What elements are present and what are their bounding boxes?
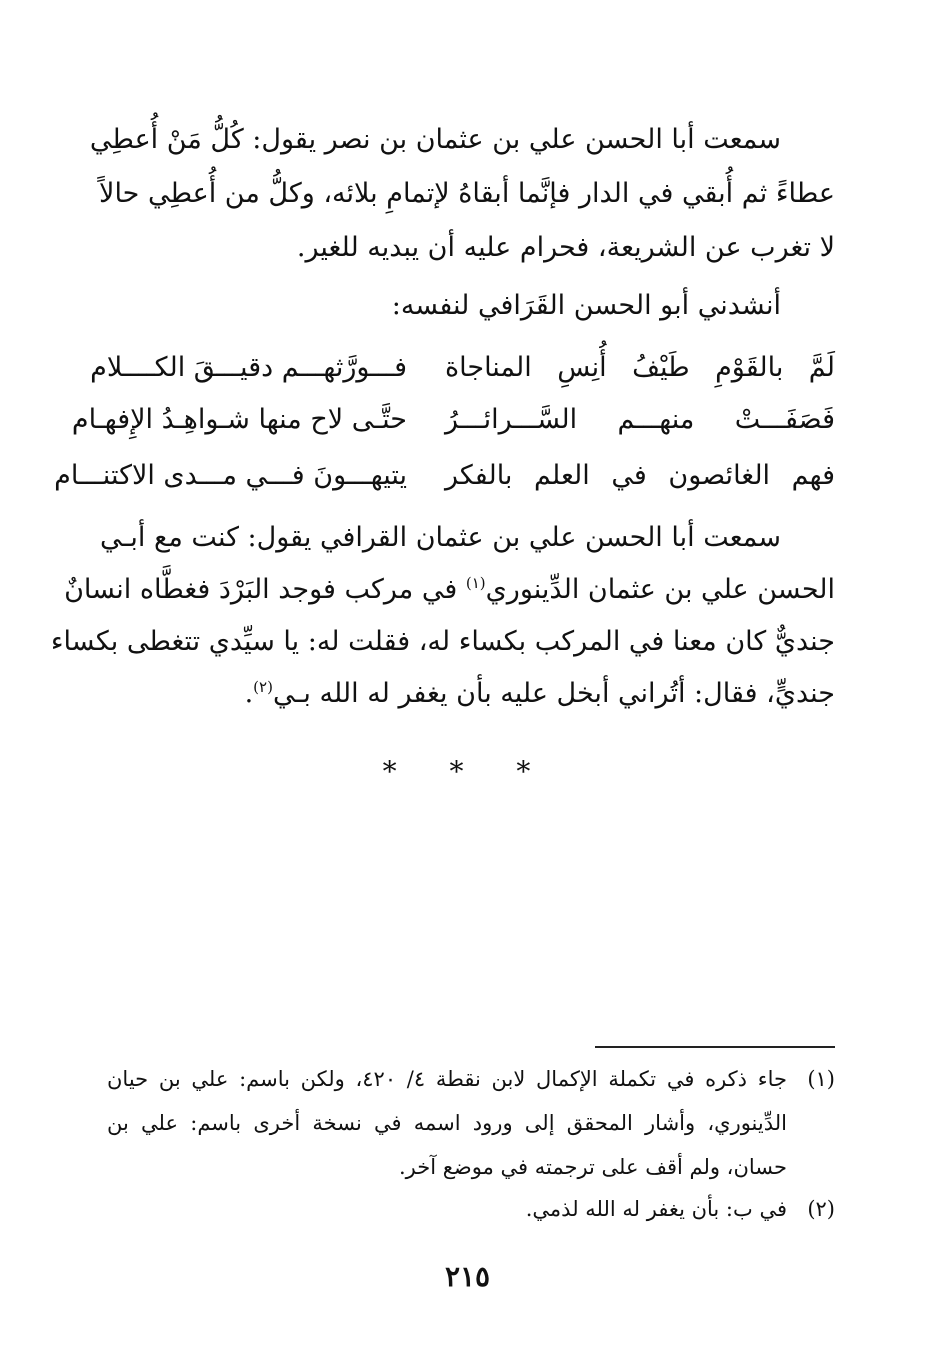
para2-line2 xyxy=(64,570,835,610)
para1-line2: عطاءً ثم أُبقي في الدار فإنَّما أبقاهُ لإتمامِ بلائه، وكلُّ من أُعطِي حالاً xyxy=(99,178,835,209)
footnote-1-line2: الدِّينوري، وأشار المحقق إلى ورود اسمه في نسخة أخرى باسم: علي بن xyxy=(107,1111,787,1135)
verse-row xyxy=(54,456,835,496)
para2-line2-text-a: الحسن علي بن عثمان الدِّينوري xyxy=(485,574,835,605)
verse-hemistich-first: فَصَفَـــتْ منهـــم السَّـــرائـــرُ xyxy=(445,404,835,435)
para1-line3: لا تغرب عن الشريعة، فحرام عليه أن يبديه للغير. xyxy=(296,232,835,263)
para2-line1: سمعت أبا الحسن علي بن عثمان القرافي يقول: كنت مع أبـي xyxy=(100,522,781,553)
para2-line3: جنديٌّ كان معنا في المركب بكساء له، فقلت له: يا سيِّدي تتغطى بكساء xyxy=(50,626,835,657)
para2-line2-text-b: في مركب فوجد البَرْدَ فغطَّاه انسانٌ xyxy=(64,574,466,605)
verse-hemistich-second: فـــورَّثهـــم دقيـــقَ الكــــلام xyxy=(90,352,407,383)
page-number: ٢١٥ xyxy=(444,1260,491,1293)
poem-intro: أنشدني أبو الحسن القَرَافي لنفسه: xyxy=(391,290,781,321)
footnote-1-line1 xyxy=(107,1062,835,1096)
footnote-ref-2: (٢) xyxy=(253,678,273,696)
verse-hemistich-second: يتيهـــونَ فـــي مـــدى الاكتنـــام xyxy=(54,460,407,491)
footnote-text: في ب: بأن يغفر له الله لذمي. xyxy=(525,1197,787,1221)
footnote-text: جاء ذكره في تكملة الإكمال لابن نقطة ٤/ ٤٢٠، ولكن باسم: علي بن حيان xyxy=(107,1067,787,1091)
verse-row xyxy=(71,400,835,440)
section-separator: * * * xyxy=(382,755,553,788)
footnote-2-line1 xyxy=(107,1192,835,1226)
footnote-number: (٢) xyxy=(807,1197,835,1221)
verse-row xyxy=(90,348,835,388)
footnote-ref-1: (١) xyxy=(465,574,486,592)
footnote-1-line3: حسان، ولم أقف على ترجمته في موضع آخر. xyxy=(398,1155,787,1179)
verse-hemistich-first: لَمَّ بالقَوْمِ طَيْفُ أُنِسِ المناجاة xyxy=(445,352,835,383)
verse-hemistich-second: حتَّـى لاح منها شـواهِـدُ الإِفهـام xyxy=(71,404,407,435)
footnote-rule xyxy=(595,1046,835,1048)
para2-line4-text-b: . xyxy=(244,678,254,709)
para1-line1: سمعت أبا الحسن علي بن عثمان بن نصر يقول: كُلُّ مَنْ أُعطِي xyxy=(89,124,781,155)
para2-line4 xyxy=(107,674,835,714)
verse-hemistich-first: فهم الغائصون في العلم بالفكر xyxy=(445,460,835,491)
para2-line4-text-a: جنديٍّ، فقال: أتُراني أبخل عليه بأن يغفر له الله بـي xyxy=(272,678,835,709)
footnote-number: (١) xyxy=(807,1067,835,1091)
